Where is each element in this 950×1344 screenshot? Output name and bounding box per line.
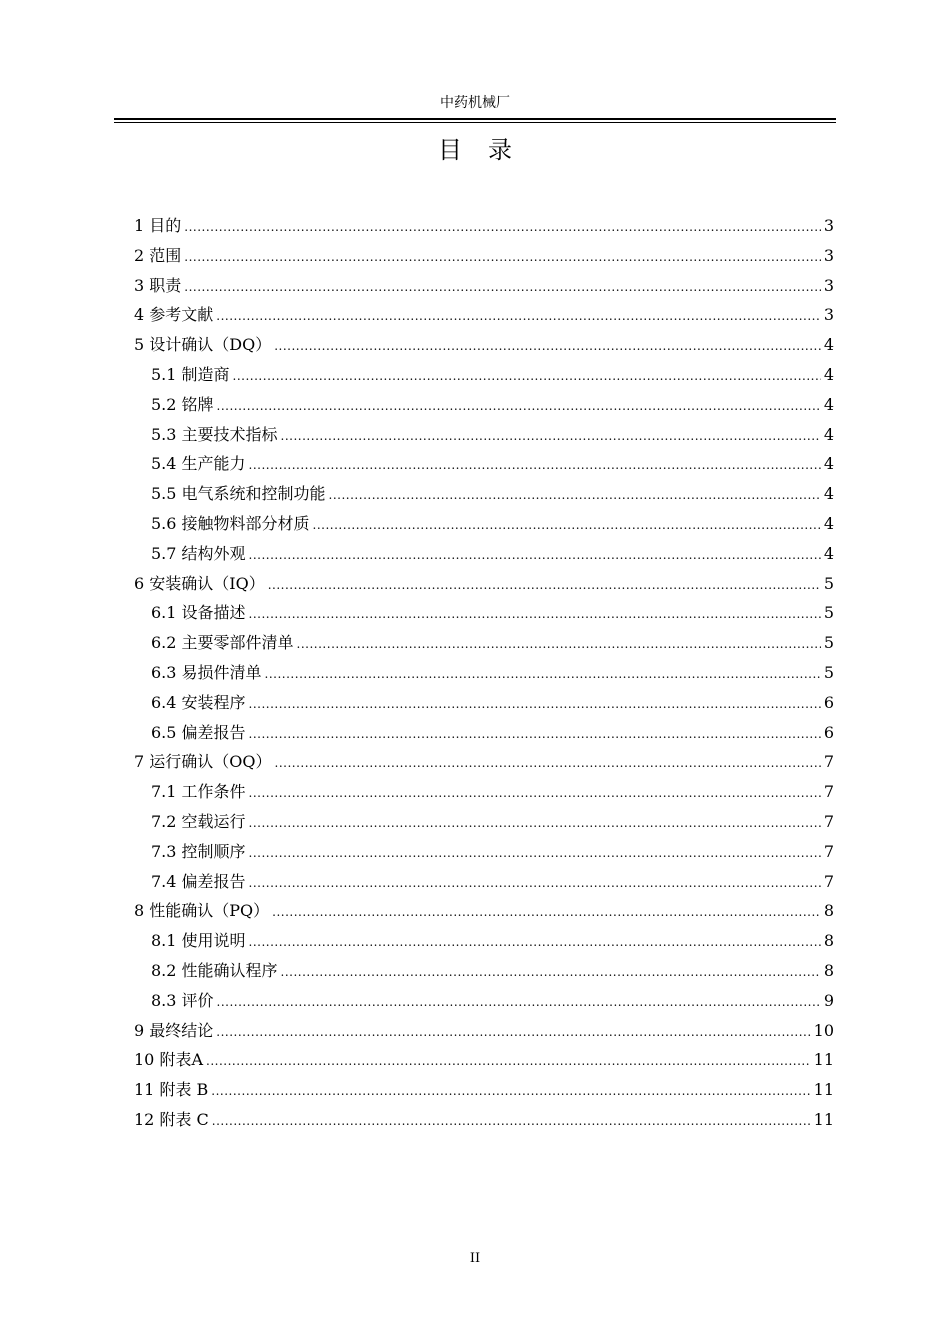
toc-entry[interactable] [134, 509, 834, 539]
toc-entry[interactable] [134, 1045, 834, 1075]
toc-entry-page: 4 [823, 454, 834, 474]
toc-entry[interactable] [134, 1075, 834, 1105]
toc-entry-title: 8.3 评价 [151, 990, 214, 1010]
toc-entry-page: 5 [823, 633, 834, 653]
toc-entry-page: 4 [823, 335, 834, 355]
toc-entry-title: 7.4 偏差报告 [151, 871, 246, 891]
toc-entry-page: 4 [823, 543, 834, 563]
toc-entry[interactable] [134, 390, 834, 420]
toc-entry-page: 8 [823, 901, 834, 921]
toc-entry-page: 6 [823, 722, 834, 742]
toc-entry-title: 5.3 主要技术指标 [151, 424, 278, 444]
toc-entry[interactable] [134, 360, 834, 390]
toc-entry-page: 8 [823, 960, 834, 980]
toc-entry-title: 5 设计确认（DQ） [134, 335, 272, 355]
toc-entry-page: 9 [823, 990, 834, 1010]
toc-entry[interactable] [134, 420, 834, 450]
toc-dot-leader [217, 392, 821, 420]
toc-dot-leader [212, 1107, 811, 1135]
toc-entry[interactable] [134, 300, 834, 330]
toc-entry-title: 10 附表A [134, 1050, 204, 1070]
toc-entry-page: 3 [823, 245, 834, 265]
toc-entry-title: 8.2 性能确认程序 [151, 960, 278, 980]
toc-entry-page: 11 [813, 1080, 834, 1100]
toc-dot-leader [281, 422, 821, 450]
toc-entry-title: 9 最终结论 [134, 1020, 214, 1040]
toc-dot-leader [268, 571, 821, 599]
toc-entry[interactable] [134, 777, 834, 807]
toc-entry-title: 6.2 主要零部件清单 [151, 633, 294, 653]
toc-entry-page: 3 [823, 305, 834, 325]
toc-entry-title: 6.5 偏差报告 [151, 722, 246, 742]
toc-dot-leader [265, 660, 821, 688]
toc-entry[interactable] [134, 539, 834, 569]
toc-dot-leader [249, 600, 821, 628]
toc-entry-page: 7 [823, 811, 834, 831]
toc-dot-leader [249, 928, 821, 956]
toc-dot-leader [272, 898, 821, 926]
toc-dot-leader [249, 869, 821, 897]
toc-entry-page: 4 [823, 513, 834, 533]
toc-dot-leader [249, 839, 821, 867]
toc-entry-page: 5 [823, 662, 834, 682]
toc-entry-page: 5 [823, 573, 834, 593]
toc-entry[interactable] [134, 330, 834, 360]
toc-entry-page: 5 [823, 603, 834, 623]
toc-entry-page: 10 [813, 1020, 834, 1040]
toc-entry-title: 5.5 电气系统和控制功能 [151, 484, 326, 504]
toc-entry-title: 4 参考文献 [134, 305, 214, 325]
toc-dot-leader [206, 1047, 811, 1075]
toc-entry-title: 7.2 空载运行 [151, 811, 246, 831]
page-number: II [469, 1251, 481, 1266]
toc-entry[interactable] [134, 658, 834, 688]
running-header: 中药机械厂 [440, 95, 510, 111]
page-title: 目录 [438, 136, 538, 164]
toc-entry-page: 7 [823, 752, 834, 772]
toc-entry-title: 5.2 铭牌 [151, 394, 214, 414]
toc-entry-page: 3 [823, 216, 834, 235]
toc-entry[interactable] [134, 718, 834, 748]
toc-dot-leader [211, 1077, 810, 1105]
toc-entry-title: 8 性能确认（PQ） [134, 901, 270, 921]
toc-entry[interactable] [134, 926, 834, 956]
toc-entry[interactable] [134, 598, 834, 628]
toc-entry[interactable] [134, 986, 834, 1016]
toc-dot-leader [216, 302, 821, 330]
toc-entry[interactable] [134, 241, 834, 271]
toc-entry-title: 1 目的 [134, 216, 182, 235]
toc-entry-page: 7 [823, 841, 834, 861]
toc-dot-leader [275, 749, 821, 777]
toc-entry-title: 7.3 控制顺序 [151, 841, 246, 861]
toc-dot-leader [249, 690, 821, 718]
toc-entry-title: 6.3 易损件清单 [151, 662, 262, 682]
toc-entry-page: 4 [823, 424, 834, 444]
toc-dot-leader [216, 1018, 810, 1046]
toc-entry-title: 6 安装确认（IQ） [134, 573, 265, 593]
toc-dot-leader [249, 451, 821, 479]
toc-entry-title: 5.6 接触物料部分材质 [151, 513, 310, 533]
toc-entry-page: 3 [823, 275, 834, 295]
toc-entry[interactable] [134, 628, 834, 658]
toc-entry-page: 8 [823, 931, 834, 951]
toc-dot-leader [233, 362, 821, 390]
toc-entry-title: 2 范围 [134, 245, 182, 265]
toc-entry[interactable] [134, 807, 834, 837]
toc-dot-leader [249, 720, 821, 748]
toc-dot-leader [329, 481, 821, 509]
toc-entry-title: 7.1 工作条件 [151, 782, 246, 802]
toc-entry-title: 5.4 生产能力 [151, 454, 246, 474]
toc-entry-title: 12 附表 C [134, 1109, 209, 1129]
toc-entry[interactable] [134, 688, 834, 718]
toc-dot-leader [217, 988, 821, 1016]
toc-entry[interactable] [134, 747, 834, 777]
header-rule-thick [114, 118, 836, 120]
toc-entry[interactable] [134, 837, 834, 867]
toc-entry[interactable] [134, 449, 834, 479]
toc-entry[interactable] [134, 1016, 834, 1046]
toc-entry-page: 4 [823, 484, 834, 504]
toc-entry-page: 6 [823, 692, 834, 712]
toc-entry-title: 5.7 结构外观 [151, 543, 246, 563]
toc-entry-page: 4 [823, 364, 834, 384]
toc-entry-title: 11 附表 B [134, 1080, 209, 1100]
toc-entry-title: 3 职责 [134, 275, 182, 295]
toc-entry-title: 7 运行确认（OQ） [134, 752, 272, 772]
toc-entry[interactable] [134, 956, 834, 986]
toc-entry-title: 5.1 制造商 [151, 364, 230, 384]
toc-dot-leader [249, 809, 821, 837]
toc-dot-leader [249, 541, 821, 569]
toc-entry-page: 11 [813, 1109, 834, 1129]
toc-entry[interactable] [134, 479, 834, 509]
toc-entry[interactable] [134, 211, 834, 241]
toc-dot-leader [249, 779, 821, 807]
toc-entry-title: 8.1 使用说明 [151, 931, 246, 951]
toc-entry-page: 7 [823, 871, 834, 891]
toc-entry[interactable] [134, 271, 834, 301]
toc-entry-title: 6.1 设备描述 [151, 603, 246, 623]
toc-dot-leader [184, 213, 821, 241]
toc-dot-leader [184, 273, 821, 301]
toc-dot-leader [274, 332, 821, 360]
table-of-contents [134, 211, 834, 1135]
toc-dot-leader [297, 630, 821, 658]
toc-dot-leader [184, 243, 821, 271]
toc-entry-title: 6.4 安装程序 [151, 692, 246, 712]
toc-dot-leader [281, 958, 821, 986]
header-rule-thin [114, 122, 836, 123]
toc-dot-leader [313, 511, 821, 539]
toc-entry-page: 11 [813, 1050, 834, 1070]
toc-entry[interactable] [134, 867, 834, 897]
toc-entry-page: 7 [823, 782, 834, 802]
toc-entry[interactable] [134, 569, 834, 599]
toc-entry[interactable] [134, 1105, 834, 1135]
toc-entry-page: 4 [823, 394, 834, 414]
toc-entry[interactable] [134, 896, 834, 926]
